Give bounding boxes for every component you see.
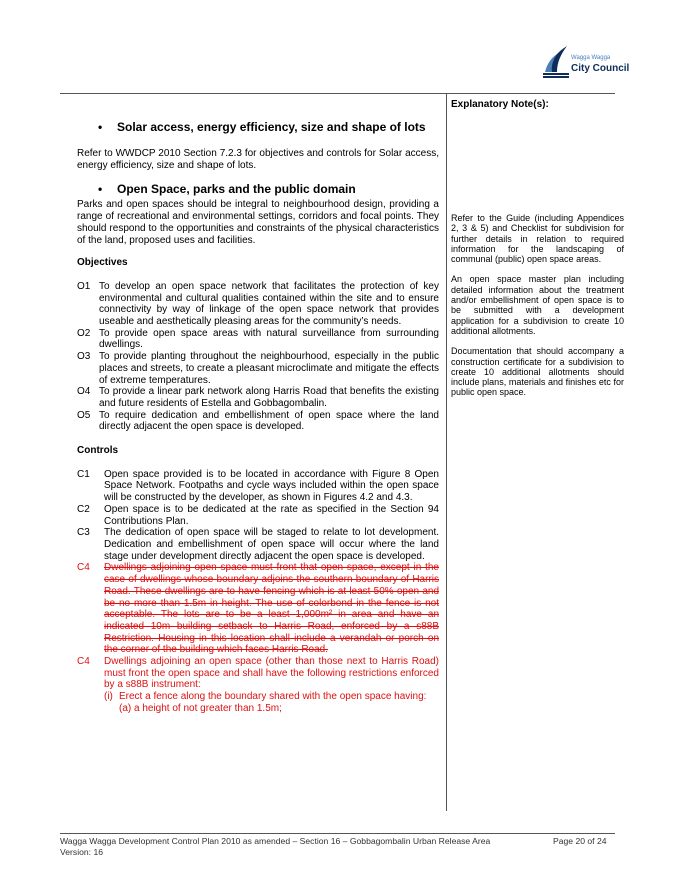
controls-heading: Controls bbox=[77, 445, 119, 457]
logo-text-big: City Council bbox=[571, 63, 630, 74]
logo-mark-icon bbox=[543, 42, 571, 80]
objective-item: O1 To develop an open space network that facilitates the protection of key environmental and cultural qualities contained within the site and to ensure connectivity by way of linkage of the open space network that provides useable and aesthetically pleasing areas for the community’s needs. bbox=[77, 280, 439, 328]
column-divider bbox=[446, 93, 447, 811]
control-item-amended: C4 Dwellings adjoining an open space (other than those next to Harris Road) must front the open space and shall have the following restrictions enforced by a s88B instrument: bbox=[77, 656, 439, 691]
objectives-heading: Objectives bbox=[77, 257, 128, 269]
objective-item: O4 To provide a linear park network along Harris Road that benefits the existing and future residents of Estella and Gobbagombalin. bbox=[77, 386, 439, 409]
bullet-icon: • bbox=[98, 120, 103, 134]
objective-item: O5 To require dedication and embellishment of open space where the land directly adjacent the open space is developed. bbox=[77, 409, 439, 433]
header-rule bbox=[60, 93, 615, 94]
council-logo bbox=[543, 42, 643, 82]
solar-text: Refer to WWDCP 2010 Section 7.2.3 for objectives and controls for Solar access, energy efficiency, size and shape of lots. bbox=[77, 148, 439, 171]
controls-list bbox=[77, 469, 439, 715]
control-item-deleted: C4 Dwellings adjoining open space must front that open space, except in the case of dwellings whose boundary adjoins the southern boundary of Harris Road. These dwellings are to have fencing which is at least 50% open and be no more than 1.5m in height. The use of colorbond in the fence is not acceptable. The lots are to be a least 1,000m² in area and have an indicated 10m building setback to Harris Road, enforced by a s88B Restriction. Housing in this location shall include a verandah or porch on the corner of the building which faces Harris Road. bbox=[77, 562, 439, 656]
footer-rule bbox=[60, 833, 615, 834]
open-space-heading: • Open Space, parks and the public domain bbox=[98, 182, 356, 197]
control-item: C1 Open space provided is to be located in accordance with Figure 8 Open Space Network. Footpaths and cycle ways included within the open space will be constructed by the developer, as shown in Figures 4.2 and 4.3. bbox=[77, 468, 439, 504]
control-item: C2 Open space is to be dedicated at the rate as specified in the Section 94 Contributions Plan. bbox=[77, 503, 439, 527]
control-subitem: (i) Erect a fence along the boundary shared with the open space having: bbox=[104, 691, 427, 703]
solar-heading: • Solar access, energy efficiency, size and shape of lots bbox=[98, 120, 426, 134]
explanatory-title: Explanatory Note(s): bbox=[451, 99, 549, 110]
footer-page-number: Page 20 of 24 bbox=[553, 836, 607, 846]
explanatory-note: Documentation that should accompany a construction certificate for a subdivision to create 10 additional allotments should include plans, materials and finishes etc for public open space. bbox=[451, 346, 624, 398]
objectives-list bbox=[77, 281, 439, 433]
explanatory-note: An open space master plan including detailed information about the treatment and/or embellishment of open space is to be submitted with a development application for a subdivision to create 10 additional allotments. bbox=[451, 274, 624, 336]
control-item: C3 The dedication of open space will be staged to relate to lot development. Dedication and embellishment of open space will occur where the land stage under development directly adjacent the open space is developed. bbox=[77, 527, 439, 562]
footer-document: Wagga Wagga Development Control Plan 2010 as amended – Section 16 – Gobbagombalin Urban Release Area bbox=[60, 836, 491, 846]
bullet-icon: • bbox=[98, 182, 103, 197]
explanatory-notes bbox=[451, 213, 624, 408]
control-subitem-a: (a) a height of not greater than 1.5m; bbox=[119, 702, 282, 714]
main-column bbox=[77, 120, 439, 715]
logo-text-small: Wagga Wagga bbox=[571, 55, 611, 61]
objective-item: O2 To provide open space areas with natural surveillance from surrounding dwellings. bbox=[77, 327, 439, 351]
explanatory-note: Refer to the Guide (including Appendices 2, 3 & 5) and Checklist for subdivision for further details in relation to required information for the landscaping of communal (public) open space areas. bbox=[451, 213, 624, 265]
open-space-text: Parks and open spaces should be integral to neighbourhood design, providing a range of recreational and environmental settings, corridors and focal points. They should respond to the opportunities and constraints of the physical characteristics of the land, proposed uses and facilities. bbox=[77, 199, 439, 246]
footer-version: Version: 16 bbox=[60, 847, 103, 857]
objective-item: O3 To provide planting throughout the neighbourhood, especially in the public places and streets, to create a pleasant microclimate and mitigate the effects of extreme temperatures. bbox=[77, 351, 439, 386]
